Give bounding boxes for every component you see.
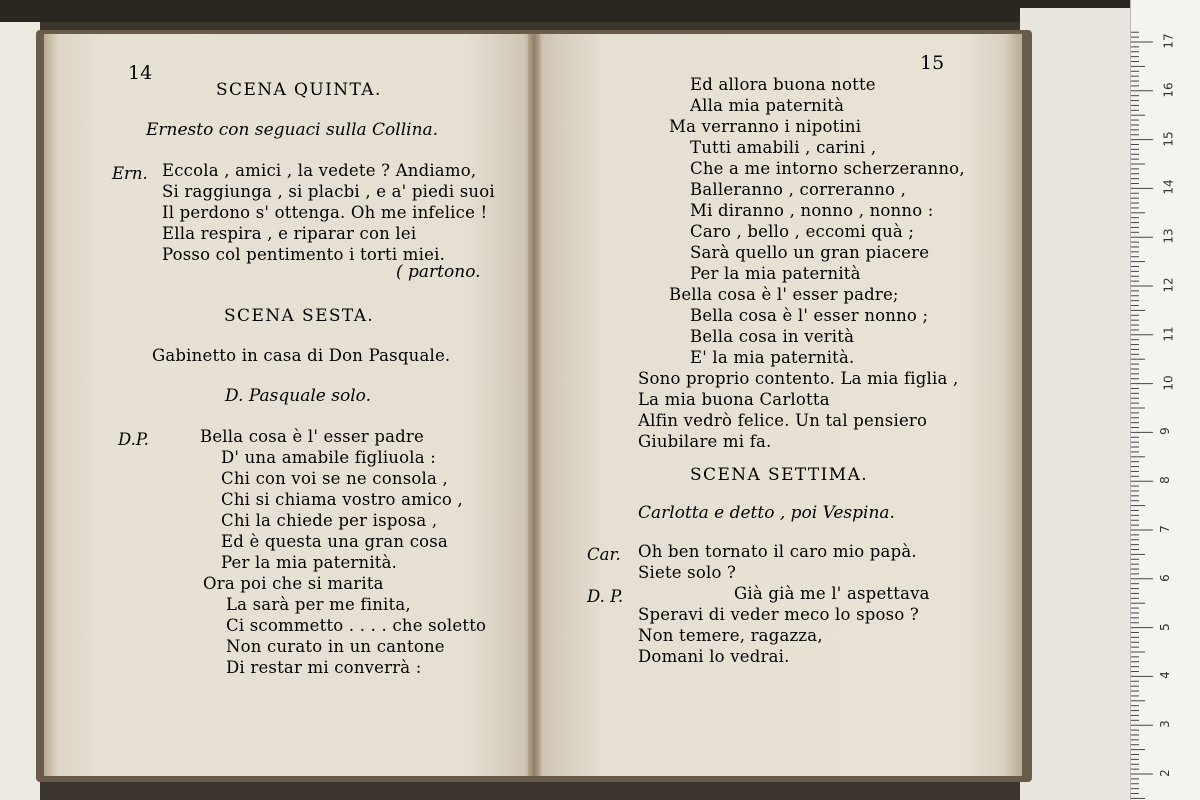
ruler-number: 11: [1161, 326, 1176, 342]
prose-line: Alfin vedrò felice. Un tal pensiero: [638, 411, 928, 430]
verse-line: Eccola , amici , la vedete ? Andiamo,: [162, 161, 477, 180]
verse-line: Sarà quello un gran piacere: [690, 243, 930, 262]
verse-line: Tutti amabili , carini ,: [690, 138, 877, 157]
ruler-ticks: [1131, 0, 1200, 800]
backdrop-left: [0, 22, 40, 800]
verse-line: Siete solo ?: [638, 563, 737, 582]
scene-title: SCENA SESTA.: [224, 306, 375, 326]
ruler-number: 8: [1157, 476, 1172, 485]
verse-line: E' la mia paternità.: [690, 348, 855, 367]
verse-line: Domani lo vedrai.: [638, 647, 790, 666]
verse-line: Chi la chiede per isposa ,: [221, 511, 438, 530]
book-gutter: [528, 34, 540, 776]
verse-line: Balleranno , correranno ,: [690, 180, 907, 199]
prose-line: Giubilare mi fa.: [638, 432, 772, 451]
ruler-number: 4: [1157, 671, 1172, 680]
ruler-number: 12: [1161, 277, 1176, 293]
verse-line: Bella cosa in verità: [690, 327, 855, 346]
verse-line: Chi con voi se ne consola ,: [221, 469, 448, 488]
ruler-number: 6: [1157, 573, 1172, 582]
verse-line: Che a me intorno scherzeranno,: [690, 159, 965, 178]
ruler-number: 17: [1161, 33, 1176, 49]
verse-line: Per la mia paternità: [690, 264, 861, 283]
ruler-number: 5: [1157, 622, 1172, 631]
verse-line: Il perdono s' ottenga. Oh me infelice !: [162, 203, 488, 222]
verse-line: Mi diranno , nonno , nonno :: [690, 201, 934, 220]
ruler-number: 13: [1161, 228, 1176, 244]
ruler-number: 2: [1157, 769, 1172, 777]
verse-line: Bella cosa è l' esser padre: [200, 427, 424, 446]
scene-character: D. Pasquale solo.: [225, 386, 371, 406]
ruler-number: 3: [1157, 720, 1172, 729]
verse-line: Ed è questa una gran cosa: [221, 532, 448, 551]
scene-title: SCENA SETTIMA.: [690, 465, 869, 485]
scene-setting: Ernesto con seguaci sulla Collina.: [146, 120, 439, 140]
scene-setting: Gabinetto in casa di Don Pasquale.: [152, 346, 451, 365]
page-number-left: 14: [128, 62, 153, 84]
speaker-label: D.P.: [118, 430, 149, 449]
stage-direction: ( partono.: [396, 262, 481, 282]
verse-line: Non temere, ragazza,: [638, 626, 823, 645]
verse-line: Ci scommetto . . . . che soletto: [226, 616, 487, 635]
verse-line: Bella cosa è l' esser nonno ;: [690, 306, 929, 325]
verse-line: Già già me l' aspettava: [734, 584, 930, 603]
ruler-number: 16: [1161, 82, 1176, 98]
scene-title: SCENA QUINTA.: [216, 80, 382, 100]
verse-line: Non curato in un cantone: [226, 637, 445, 656]
verse-line: Ma verranno i nipotini: [669, 117, 862, 136]
verse-line: Alla mia paternità: [690, 96, 845, 115]
verse-line: Ella respira , e riparar con lei: [162, 224, 417, 243]
ruler-number: 14: [1161, 179, 1176, 196]
verse-line: D' una amabile figliuola :: [221, 448, 436, 467]
verse-line: Si raggiunga , si placbi , e a' piedi suoi: [162, 182, 495, 201]
scene-setting: Carlotta e detto , poi Vespina.: [638, 503, 895, 523]
verse-line: Chi si chiama vostro amico ,: [221, 490, 463, 509]
backdrop-right: [1020, 8, 1140, 800]
measuring-ruler: [1130, 0, 1200, 800]
verse-line: Caro , bello , eccomi quà ;: [690, 222, 915, 241]
page-number-right: 15: [920, 52, 945, 74]
verse-line: Per la mia paternità.: [221, 553, 398, 572]
prose-line: Sono proprio contento. La mia figlia ,: [638, 369, 959, 388]
verse-line: Di restar mi converrà :: [226, 658, 422, 677]
ruler-number: 10: [1161, 374, 1176, 391]
speaker-label: Ern.: [112, 164, 148, 183]
ruler-number: 9: [1157, 427, 1172, 436]
speaker-label: D. P.: [587, 587, 624, 606]
verse-line: Ed allora buona notte: [690, 75, 876, 94]
verse-line: Ora poi che si marita: [203, 574, 384, 593]
ruler-number: 7: [1157, 525, 1172, 533]
verse-line: Oh ben tornato il caro mio papà.: [638, 542, 917, 561]
verse-line: Bella cosa è l' esser padre;: [669, 285, 899, 304]
verse-line: Speravi di veder meco lo sposo ?: [638, 605, 919, 624]
ruler-number: 15: [1161, 130, 1176, 147]
verse-line: Posso col pentimento i torti miei.: [162, 245, 446, 264]
speaker-label: Car.: [587, 545, 621, 564]
verse-line: La sarà per me finita,: [226, 595, 411, 614]
prose-line: La mia buona Carlotta: [638, 390, 830, 409]
